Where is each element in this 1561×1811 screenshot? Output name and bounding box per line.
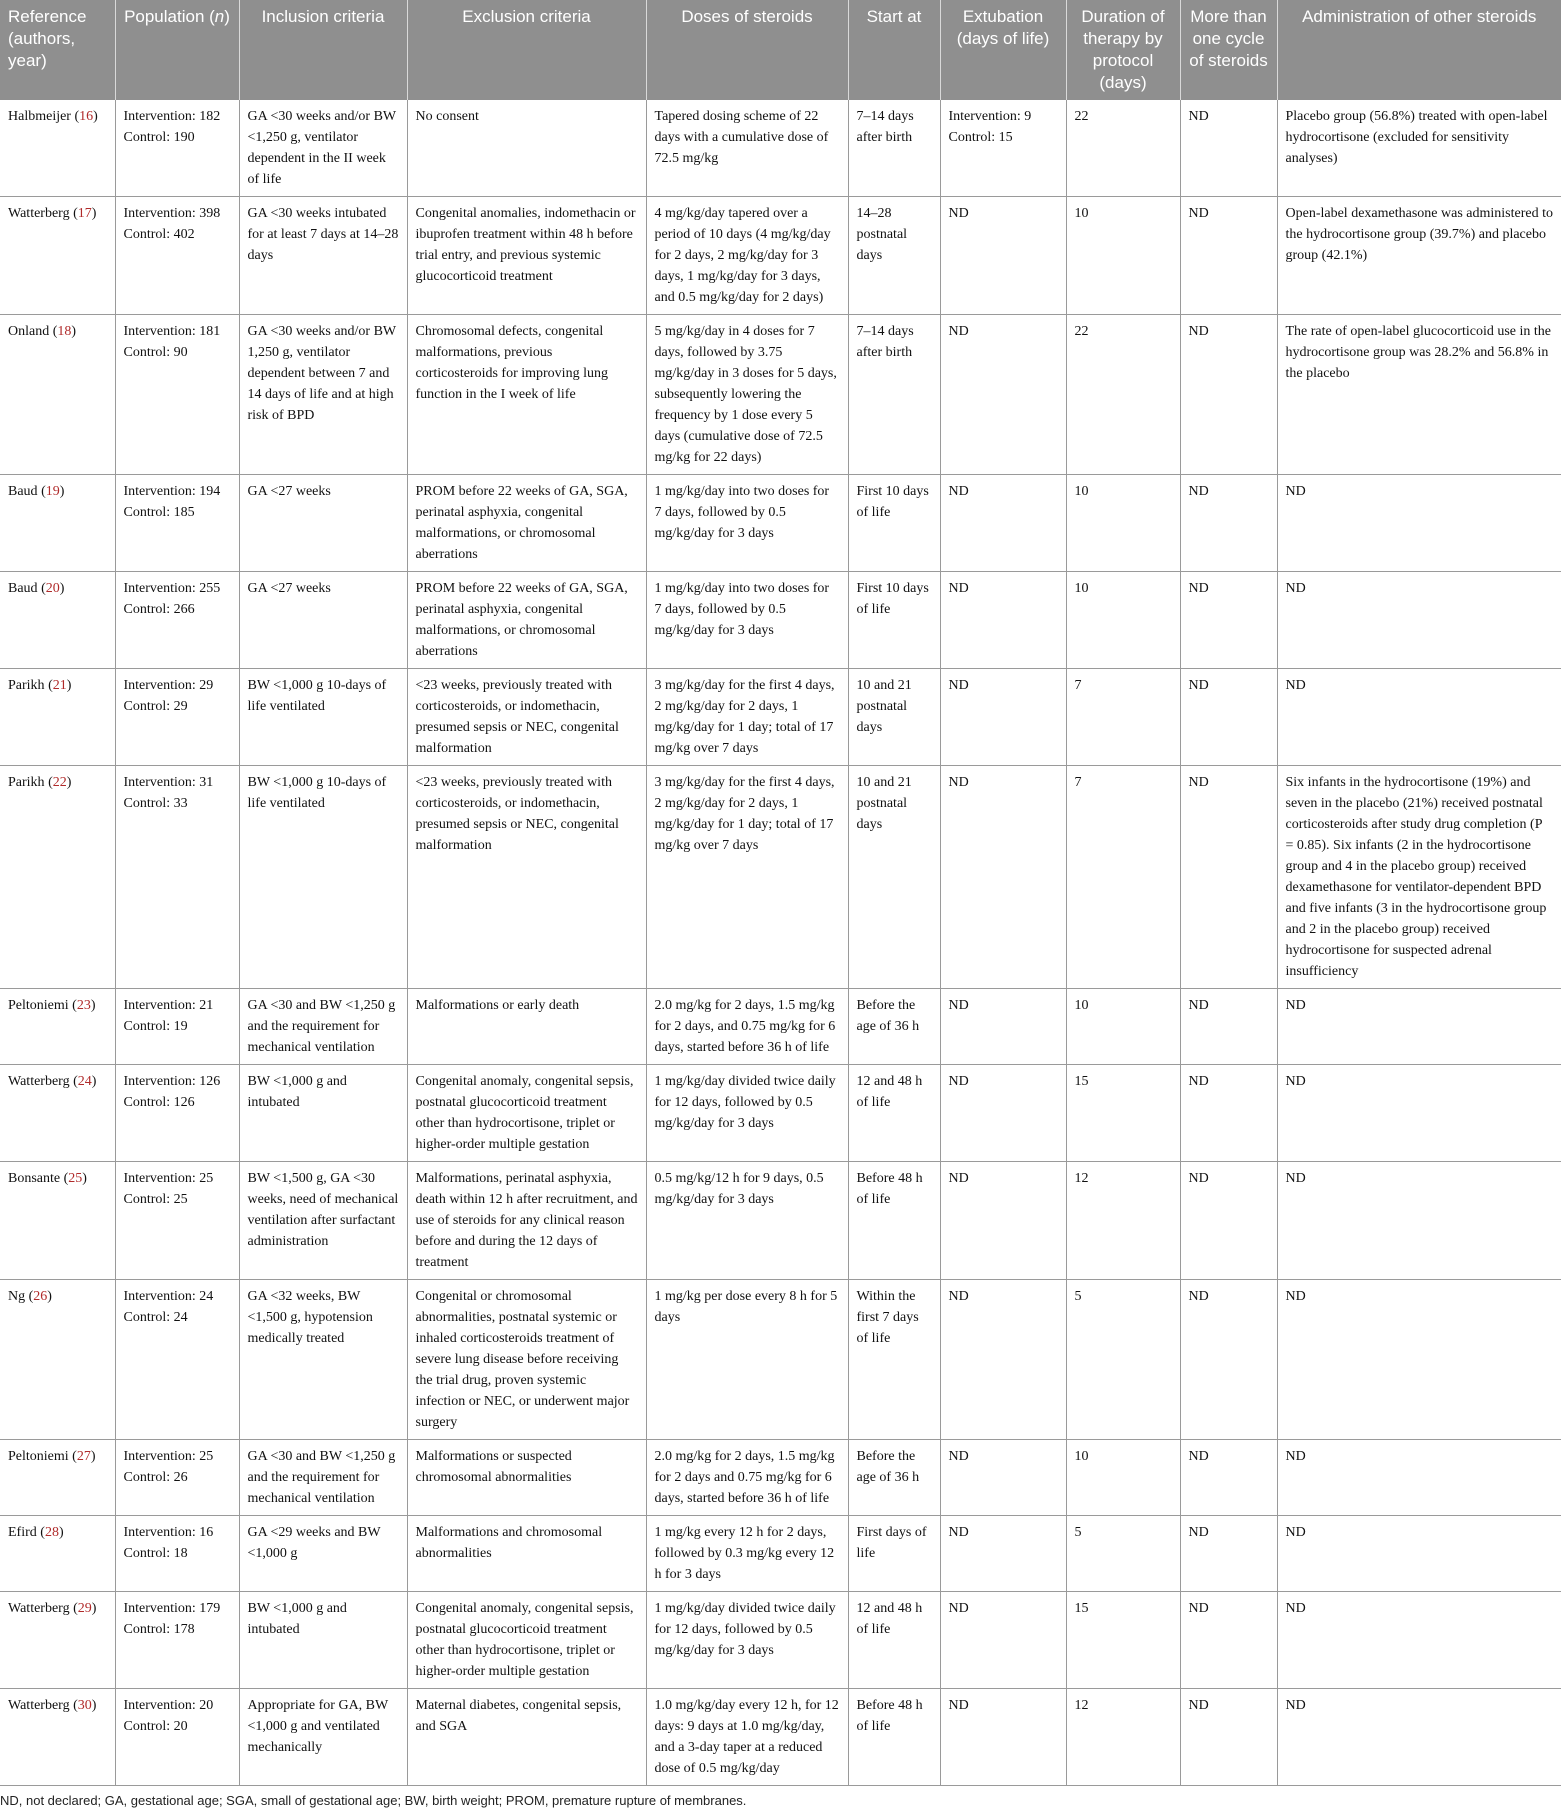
exclusion-criteria-cell: Congenital anomaly, congenital sepsis, postnatal glucocorticoid treatment other than hydrocortisone, triplet or higher-order multiple gestation [407,1592,646,1689]
extubation-cell: Intervention: 9 Control: 15 [940,100,1066,197]
population-cell: Intervention: 126 Control: 126 [115,1065,239,1162]
multiple-cycles-cell: ND [1180,475,1277,572]
reference-number-link[interactable]: 17 [77,206,92,221]
reference-cell: Watterberg (24) [0,1065,115,1162]
other-steroids-cell: The rate of open-label glucocorticoid use in the hydrocortisone group was 28.2% and 56.8% in the placebo [1277,315,1561,475]
steroid-doses-cell: 0.5 mg/kg/12 h for 9 days, 0.5 mg/kg/day for 3 days [646,1162,848,1280]
multiple-cycles-cell: ND [1180,572,1277,669]
reference-number-link[interactable]: 23 [76,998,91,1013]
column-header [848,0,940,100]
duration-cell: 12 [1066,1689,1180,1786]
extubation-cell: ND [940,1280,1066,1440]
steroid-doses-cell: Tapered dosing scheme of 22 days with a cumulative dose of 72.5 mg/kg [646,100,848,197]
reference-cell: Watterberg (29) [0,1592,115,1689]
duration-cell: 5 [1066,1280,1180,1440]
multiple-cycles-cell: ND [1180,989,1277,1065]
table-row [0,1065,1561,1162]
duration-cell: 10 [1066,475,1180,572]
exclusion-criteria-cell: Malformations, perinatal asphyxia, death within 12 h after recruitment, and use of steroids for any clinical reason before and during the 12 days of treatment [407,1162,646,1280]
extubation-cell: ND [940,669,1066,766]
table-row [0,1516,1561,1592]
reference-author: Watterberg [8,1698,70,1713]
reference-cell: Efird (28) [0,1516,115,1592]
steroid-doses-cell: 1 mg/kg/day into two doses for 7 days, followed by 0.5 mg/kg/day for 3 days [646,572,848,669]
steroid-doses-cell: 1 mg/kg/day divided twice daily for 12 days, followed by 0.5 mg/kg/day for 3 days [646,1065,848,1162]
inclusion-criteria-cell: BW <1,000 g 10-days of life ventilated [239,669,407,766]
inclusion-criteria-cell: BW <1,000 g 10-days of life ventilated [239,766,407,989]
exclusion-criteria-cell: PROM before 22 weeks of GA, SGA, perinatal asphyxia, congenital malformations, or chromosomal aberrations [407,475,646,572]
extubation-cell: ND [940,197,1066,315]
start-at-cell: 12 and 48 h of life [848,1592,940,1689]
steroid-doses-cell: 1 mg/kg/day divided twice daily for 12 days, followed by 0.5 mg/kg/day for 3 days [646,1592,848,1689]
multiple-cycles-cell: ND [1180,315,1277,475]
column-header [646,0,848,100]
other-steroids-cell: Six infants in the hydrocortisone (19%) and seven in the placebo (21%) received postnatal corticosteroids after study drug completion (P = 0.85). Six infants (2 in the hydrocortisone group and 4 in the placebo group) received dexamethasone for ventilator-dependent BPD and five infants (3 in the hydrocortisone group and 2 in the placebo group) received hydrocortisone for suspected adrenal insufficiency [1277,766,1561,989]
population-cell: Intervention: 21 Control: 19 [115,989,239,1065]
inclusion-criteria-cell: BW <1,500 g, GA <30 weeks, need of mechanical ventilation after surfactant administration [239,1162,407,1280]
extubation-cell: ND [940,989,1066,1065]
multiple-cycles-cell: ND [1180,197,1277,315]
exclusion-criteria-cell: Chromosomal defects, congenital malformations, previous corticosteroids for improving lung function in the I week of life [407,315,646,475]
inclusion-criteria-cell: GA <27 weeks [239,475,407,572]
exclusion-criteria-cell: Maternal diabetes, congenital sepsis, and SGA [407,1689,646,1786]
column-header-label: Duration of therapy by protocol (days) [1081,7,1165,92]
duration-cell: 7 [1066,766,1180,989]
steroid-doses-cell: 3 mg/kg/day for the first 4 days, 2 mg/kg/day for 2 days, 1 mg/kg/day for 1 day; total of 17 mg/kg over 7 days [646,669,848,766]
table-footnote: ND, not declared; GA, gestational age; SGA, small of gestational age; BW, birth weight; PROM, premature rupture of membranes. [0,1793,747,1808]
column-header-label: Doses of steroids [681,7,813,26]
start-at-cell: First 10 days of life [848,475,940,572]
steroid-doses-cell: 2.0 mg/kg for 2 days, 1.5 mg/kg for 2 days, and 0.75 mg/kg for 6 days, started before 36 h of life [646,989,848,1065]
start-at-cell: Before 48 h of life [848,1162,940,1280]
table-row [0,1280,1561,1440]
extubation-cell: ND [940,475,1066,572]
reference-number-link[interactable]: 24 [77,1074,92,1089]
population-cell: Intervention: 255 Control: 266 [115,572,239,669]
population-cell: Intervention: 31 Control: 33 [115,766,239,989]
start-at-cell: 12 and 48 h of life [848,1065,940,1162]
table-header-row [0,0,1561,100]
steroid-doses-cell: 2.0 mg/kg for 2 days, 1.5 mg/kg for 2 days and 0.75 mg/kg for 6 days, started before 36 h of life [646,1440,848,1516]
duration-cell: 5 [1066,1516,1180,1592]
table-row [0,572,1561,669]
population-cell: Intervention: 181 Control: 90 [115,315,239,475]
exclusion-criteria-cell: Congenital or chromosomal abnormalities, postnatal systemic or inhaled corticosteroids treatment of severe lung disease before receiving the trial drug, proven systemic infection or NEC, or underwent major surgery [407,1280,646,1440]
other-steroids-cell: ND [1277,1592,1561,1689]
reference-cell: Ng (26) [0,1280,115,1440]
reference-author: Peltoniemi [8,998,69,1013]
reference-author: Parikh [8,678,45,693]
reference-number-link[interactable]: 20 [45,581,60,596]
exclusion-criteria-cell: PROM before 22 weeks of GA, SGA, perinatal asphyxia, congenital malformations, or chromosomal aberrations [407,572,646,669]
extubation-cell: ND [940,1689,1066,1786]
reference-author: Watterberg [8,1601,70,1616]
column-header-label: Administration of other steroids [1302,7,1537,26]
duration-cell: 22 [1066,315,1180,475]
multiple-cycles-cell: ND [1180,766,1277,989]
population-cell: Intervention: 20 Control: 20 [115,1689,239,1786]
other-steroids-cell: Placebo group (56.8%) treated with open-label hydrocortisone (excluded for sensitivity analyses) [1277,100,1561,197]
reference-cell: Halbmeijer (16) [0,100,115,197]
reference-author: Peltoniemi [8,1449,69,1464]
other-steroids-cell: Open-label dexamethasone was administered to the hydrocortisone group (39.7%) and placebo group (42.1%) [1277,197,1561,315]
other-steroids-cell: ND [1277,1440,1561,1516]
reference-number-link[interactable]: 27 [76,1449,91,1464]
column-header [1066,0,1180,100]
column-header-label: Reference (authors, year) [8,7,87,70]
column-header-label-suffix: ) [224,7,230,26]
column-header [1180,0,1277,100]
other-steroids-cell: ND [1277,669,1561,766]
column-header-label: More than one cycle of steroids [1189,7,1268,70]
extubation-cell: ND [940,1065,1066,1162]
exclusion-criteria-cell: Congenital anomaly, congenital sepsis, postnatal glucocorticoid treatment other than hydrocortisone, triplet or higher-order multiple gestation [407,1065,646,1162]
table-row [0,475,1561,572]
reference-author: Onland [8,324,50,339]
column-header [940,0,1066,100]
inclusion-criteria-cell: GA <29 weeks and BW <1,000 g [239,1516,407,1592]
population-cell: Intervention: 24 Control: 24 [115,1280,239,1440]
start-at-cell: Before the age of 36 h [848,1440,940,1516]
reference-cell: Parikh (22) [0,766,115,989]
reference-number-link[interactable]: 30 [77,1698,92,1713]
other-steroids-cell: ND [1277,1689,1561,1786]
multiple-cycles-cell: ND [1180,1440,1277,1516]
table-row [0,1592,1561,1689]
reference-number-link[interactable]: 16 [79,109,94,124]
other-steroids-cell: ND [1277,1162,1561,1280]
reference-author: Parikh [8,775,45,790]
other-steroids-cell: ND [1277,572,1561,669]
start-at-cell: Before 48 h of life [848,1689,940,1786]
inclusion-criteria-cell: BW <1,000 g and intubated [239,1592,407,1689]
extubation-cell: ND [940,1592,1066,1689]
column-header-label: Start at [866,7,922,26]
reference-author: Ng [8,1289,26,1304]
reference-author: Watterberg [8,206,70,221]
start-at-cell: 10 and 21 postnatal days [848,766,940,989]
inclusion-criteria-cell: GA <32 weeks, BW <1,500 g, hypotension medically treated [239,1280,407,1440]
inclusion-criteria-cell: GA <27 weeks [239,572,407,669]
exclusion-criteria-cell: Congenital anomalies, indomethacin or ibuprofen treatment within 48 h before trial entry, and previous systemic glucocorticoid treatment [407,197,646,315]
start-at-cell: Before the age of 36 h [848,989,940,1065]
column-header [1277,0,1561,100]
column-header [407,0,646,100]
duration-cell: 22 [1066,100,1180,197]
other-steroids-cell: ND [1277,475,1561,572]
duration-cell: 10 [1066,572,1180,669]
duration-cell: 10 [1066,1440,1180,1516]
start-at-cell: 7–14 days after birth [848,315,940,475]
extubation-cell: ND [940,1162,1066,1280]
reference-number-link[interactable]: 18 [57,324,72,339]
reference-number-link[interactable]: 19 [45,484,60,499]
column-header-label: Population ( [124,7,215,26]
inclusion-criteria-cell: Appropriate for GA, BW <1,000 g and ventilated mechanically [239,1689,407,1786]
exclusion-criteria-cell: Malformations or suspected chromosomal abnormalities [407,1440,646,1516]
table-row [0,1440,1561,1516]
table-row [0,197,1561,315]
extubation-cell: ND [940,572,1066,669]
reference-number-link[interactable]: 28 [44,1525,59,1540]
steroid-doses-cell: 1 mg/kg per dose every 8 h for 5 days [646,1280,848,1440]
inclusion-criteria-cell: GA <30 and BW <1,250 g and the requirement for mechanical ventilation [239,989,407,1065]
exclusion-criteria-cell: <23 weeks, previously treated with corticosteroids, or indomethacin, presumed sepsis or NEC, congenital malformation [407,766,646,989]
multiple-cycles-cell: ND [1180,1065,1277,1162]
column-header [115,0,239,100]
reference-author: Efird [8,1525,37,1540]
start-at-cell: First days of life [848,1516,940,1592]
reference-author: Halbmeijer [8,109,71,124]
steroid-doses-cell: 1 mg/kg every 12 h for 2 days, followed by 0.3 mg/kg every 12 h for 3 days [646,1516,848,1592]
reference-cell: Watterberg (17) [0,197,115,315]
reference-author: Baud [8,581,38,596]
duration-cell: 10 [1066,989,1180,1065]
population-cell: Intervention: 25 Control: 26 [115,1440,239,1516]
inclusion-criteria-cell: GA <30 weeks and/or BW <1,250 g, ventilator dependent in the II week of life [239,100,407,197]
table-row [0,100,1561,197]
multiple-cycles-cell: ND [1180,1162,1277,1280]
extubation-cell: ND [940,766,1066,989]
exclusion-criteria-cell: No consent [407,100,646,197]
column-header-label: Inclusion criteria [261,7,385,26]
table-row [0,766,1561,989]
table-body [0,100,1561,1786]
extubation-cell: ND [940,1516,1066,1592]
other-steroids-cell: ND [1277,1280,1561,1440]
column-header-label: Exclusion criteria [462,7,591,26]
reference-author: Watterberg [8,1074,70,1089]
exclusion-criteria-cell: <23 weeks, previously treated with corticosteroids, or indomethacin, presumed sepsis or NEC, congenital malformation [407,669,646,766]
start-at-cell: Within the first 7 days of life [848,1280,940,1440]
inclusion-criteria-cell: BW <1,000 g and intubated [239,1065,407,1162]
start-at-cell: First 10 days of life [848,572,940,669]
multiple-cycles-cell: ND [1180,1516,1277,1592]
steroid-doses-cell: 3 mg/kg/day for the first 4 days, 2 mg/kg/day for 2 days, 1 mg/kg/day for 1 day; total of 17 mg/kg over 7 days [646,766,848,989]
start-at-cell: 10 and 21 postnatal days [848,669,940,766]
reference-number-link[interactable]: 25 [68,1171,83,1186]
inclusion-criteria-cell: GA <30 and BW <1,250 g and the requirement for mechanical ventilation [239,1440,407,1516]
reference-cell: Watterberg (30) [0,1689,115,1786]
column-header-label-italic: n [214,7,225,26]
population-cell: Intervention: 25 Control: 25 [115,1162,239,1280]
column-header [0,0,115,100]
population-cell: Intervention: 16 Control: 18 [115,1516,239,1592]
reference-author: Bonsante [8,1171,61,1186]
reference-number-link[interactable]: 22 [52,775,67,790]
table-row [0,315,1561,475]
steroid-doses-cell: 5 mg/kg/day in 4 doses for 7 days, followed by 3.75 mg/kg/day in 3 doses for 5 days, subsequently lowering the frequency by 1 dose every 5 days (cumulative dose of 72.5 mg/kg for 22 days) [646,315,848,475]
reference-cell: Parikh (21) [0,669,115,766]
exclusion-criteria-cell: Malformations or early death [407,989,646,1065]
column-header-label: Extubation (days of life) [956,7,1050,48]
multiple-cycles-cell: ND [1180,1592,1277,1689]
extubation-cell: ND [940,315,1066,475]
duration-cell: 7 [1066,669,1180,766]
other-steroids-cell: ND [1277,1065,1561,1162]
multiple-cycles-cell: ND [1180,669,1277,766]
reference-cell: Onland (18) [0,315,115,475]
other-steroids-cell: ND [1277,1516,1561,1592]
population-cell: Intervention: 398 Control: 402 [115,197,239,315]
reference-cell: Bonsante (25) [0,1162,115,1280]
table-row [0,1689,1561,1786]
exclusion-criteria-cell: Malformations and chromosomal abnormalities [407,1516,646,1592]
reference-author: Baud [8,484,38,499]
population-cell: Intervention: 29 Control: 29 [115,669,239,766]
multiple-cycles-cell: ND [1180,1280,1277,1440]
population-cell: Intervention: 182 Control: 190 [115,100,239,197]
other-steroids-cell: ND [1277,989,1561,1065]
population-cell: Intervention: 179 Control: 178 [115,1592,239,1689]
reference-cell: Baud (20) [0,572,115,669]
reference-number-link[interactable]: 29 [77,1601,92,1616]
steroid-doses-cell: 1.0 mg/kg/day every 12 h, for 12 days: 9 days at 1.0 mg/kg/day, and a 3-day taper at a reduced dose of 0.5 mg/kg/day [646,1689,848,1786]
multiple-cycles-cell: ND [1180,100,1277,197]
table-row [0,1162,1561,1280]
reference-number-link[interactable]: 21 [52,678,67,693]
steroid-doses-cell: 4 mg/kg/day tapered over a period of 10 days (4 mg/kg/day for 2 days, 2 mg/kg/day for 3 days, 1 mg/kg/day for 3 days, and 0.5 mg/kg/day for 2 days) [646,197,848,315]
column-header [239,0,407,100]
population-cell: Intervention: 194 Control: 185 [115,475,239,572]
multiple-cycles-cell: ND [1180,1689,1277,1786]
start-at-cell: 14–28 postnatal days [848,197,940,315]
steroid-doses-cell: 1 mg/kg/day into two doses for 7 days, followed by 0.5 mg/kg/day for 3 days [646,475,848,572]
inclusion-criteria-cell: GA <30 weeks and/or BW 1,250 g, ventilator dependent between 7 and 14 days of life and at high risk of BPD [239,315,407,475]
reference-cell: Baud (19) [0,475,115,572]
table-row [0,669,1561,766]
inclusion-criteria-cell: GA <30 weeks intubated for at least 7 days at 14–28 days [239,197,407,315]
start-at-cell: 7–14 days after birth [848,100,940,197]
reference-cell: Peltoniemi (27) [0,1440,115,1516]
duration-cell: 12 [1066,1162,1180,1280]
extubation-cell: ND [940,1440,1066,1516]
table-row [0,989,1561,1065]
duration-cell: 15 [1066,1592,1180,1689]
reference-number-link[interactable]: 26 [33,1289,48,1304]
reference-cell: Peltoniemi (23) [0,989,115,1065]
duration-cell: 15 [1066,1065,1180,1162]
duration-cell: 10 [1066,197,1180,315]
